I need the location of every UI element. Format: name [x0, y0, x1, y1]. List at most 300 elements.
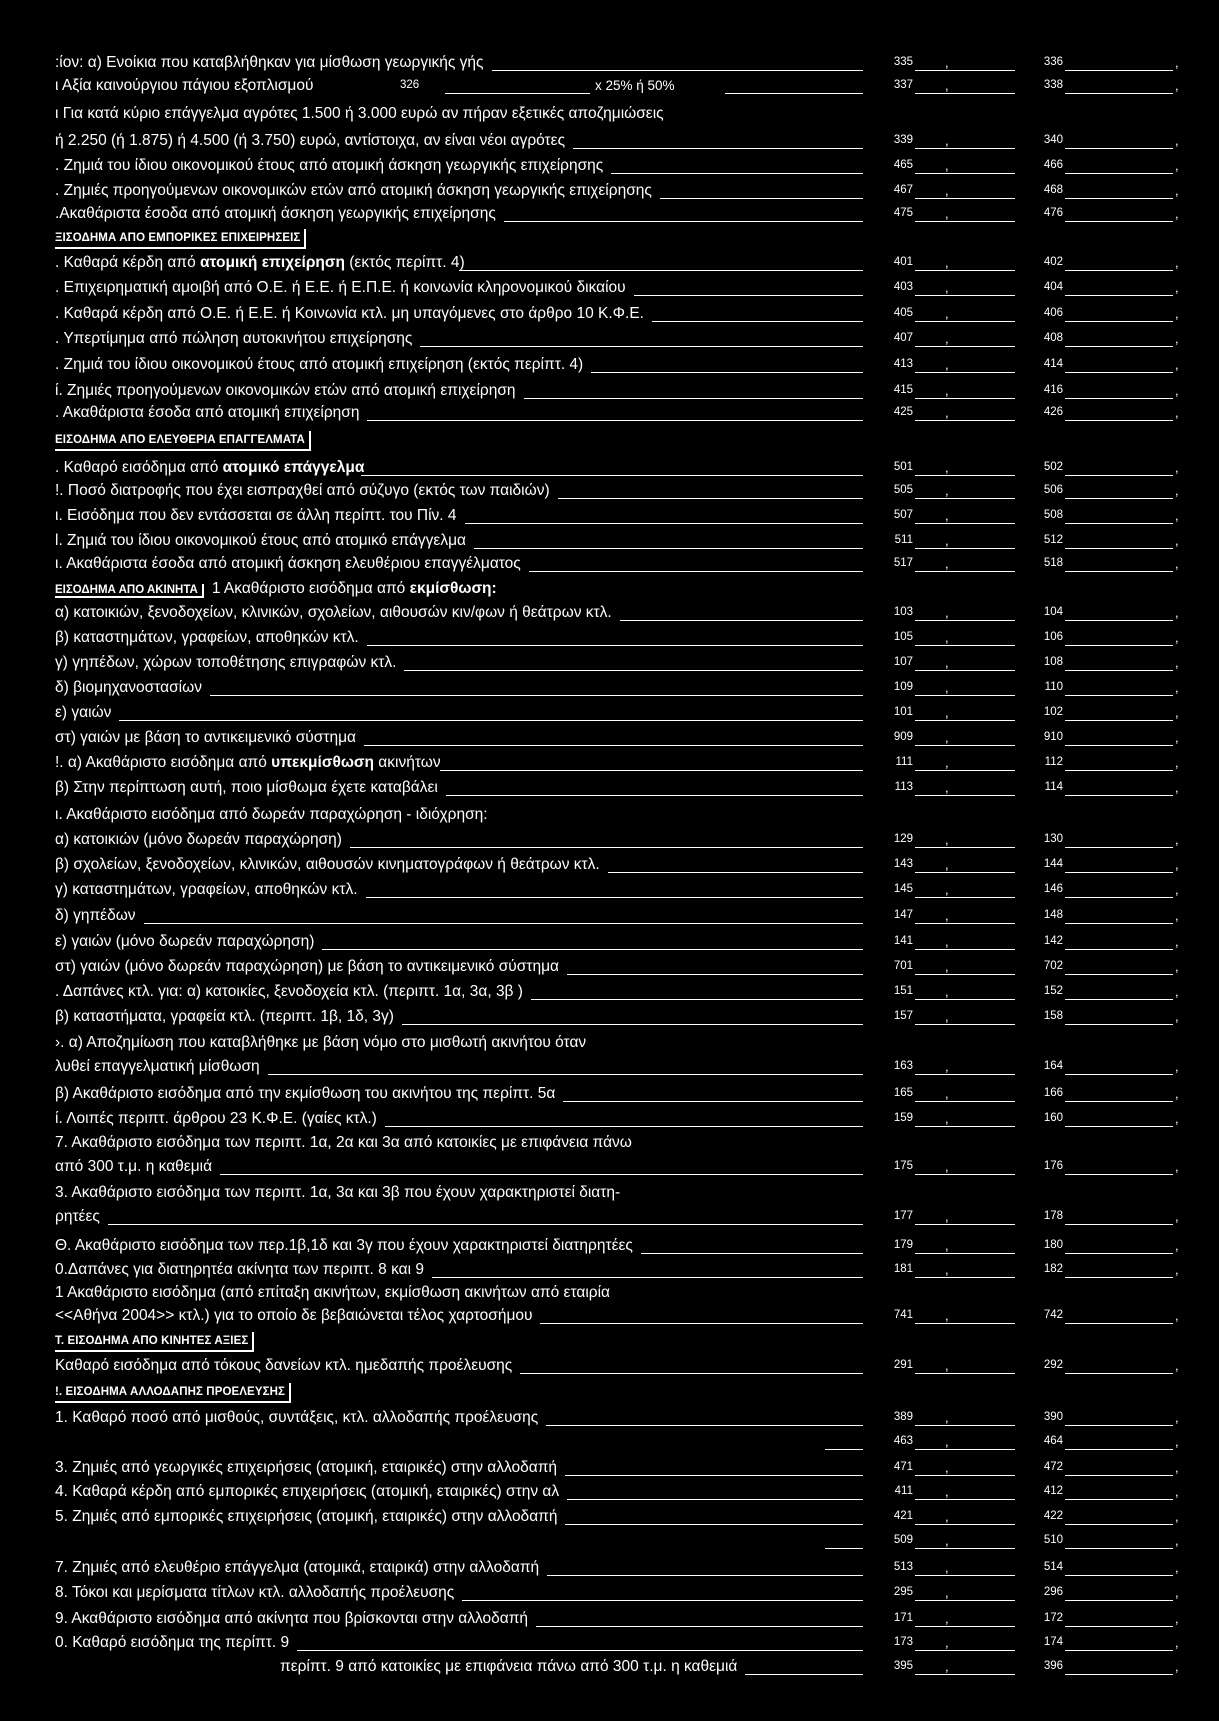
form-row: [55, 457, 1190, 479]
amount-field-1[interactable]: [915, 498, 1015, 499]
field-code-2: 166: [1043, 1087, 1063, 1099]
amount-field-2[interactable]: [1065, 221, 1173, 222]
field-code-2: 338: [1043, 79, 1063, 91]
amount-field-1[interactable]: [915, 321, 1015, 322]
decimal-comma: ,: [1175, 1009, 1179, 1024]
amount-field-1[interactable]: [915, 1600, 1015, 1601]
amount-field-2[interactable]: [1065, 270, 1173, 271]
field-code-1: 425: [893, 406, 913, 418]
decimal-comma: ,: [945, 255, 949, 270]
amount-field-1[interactable]: [915, 1425, 1015, 1426]
decimal-comma: ,: [945, 206, 949, 221]
field-code-2: 506: [1043, 484, 1063, 496]
amount-field-1[interactable]: [915, 346, 1015, 347]
amount-field-2[interactable]: [1065, 1499, 1173, 1500]
akinita-bold: εκμίσθωση:: [409, 580, 497, 597]
form-row: [55, 402, 1190, 424]
field-code-2: 146: [1043, 883, 1063, 895]
field-code-1: 295: [893, 1586, 913, 1598]
field-code-2: 464: [1043, 1435, 1063, 1447]
decimal-comma: ,: [1175, 1410, 1179, 1425]
form-row: [55, 981, 1190, 1003]
amount-field-1[interactable]: [915, 548, 1015, 549]
decimal-comma: ,: [945, 1585, 949, 1600]
row-label: Καθαρό εισόδημα από τόκους δανείων κτλ. ημεδαπής προέλευσης: [55, 1357, 513, 1374]
amount-field-1[interactable]: [915, 1373, 1015, 1374]
form-row: [55, 380, 1190, 402]
form-row: [55, 727, 1190, 749]
amount-field-1[interactable]: [915, 93, 1015, 94]
amount-field-2[interactable]: [1065, 1277, 1173, 1278]
amount-field-1[interactable]: [915, 974, 1015, 975]
decimal-comma: ,: [1175, 959, 1179, 974]
amount-field-1[interactable]: [915, 270, 1015, 271]
form-row: [55, 1156, 1190, 1178]
amount-field-1[interactable]: [915, 897, 1015, 898]
field-code-2: 148: [1043, 909, 1063, 921]
amount-field-2[interactable]: [1065, 670, 1173, 671]
field-code-1: 909: [893, 731, 913, 743]
amount-field-1[interactable]: [915, 1174, 1015, 1175]
field-code-1: 415: [893, 384, 913, 396]
decimal-comma: ,: [945, 1262, 949, 1277]
decimal-comma: ,: [945, 1434, 949, 1449]
amount-field-1[interactable]: [915, 795, 1015, 796]
field-code-1: 405: [893, 307, 913, 319]
amount-field-2[interactable]: [1065, 1626, 1173, 1627]
form-row: [55, 1582, 1190, 1604]
amount-field-2[interactable]: [1065, 999, 1173, 1000]
decimal-comma: ,: [945, 1509, 949, 1524]
amount-field-1[interactable]: [915, 1674, 1015, 1675]
amount-field-2[interactable]: [1065, 70, 1173, 71]
decimal-comma: ,: [945, 1358, 949, 1373]
form-row: [55, 480, 1190, 502]
field-code-2: 158: [1043, 1010, 1063, 1022]
field-code-2: 102: [1043, 706, 1063, 718]
field-code-1: 151: [893, 985, 913, 997]
amount-field-2[interactable]: [1065, 1224, 1173, 1225]
row-label: 7. Ακαθάριστο εισόδημα των περιπτ. 1α, 2α και 3α από κατοικίες με επιφάνεια πάνω: [55, 1134, 632, 1151]
decimal-comma: ,: [945, 1059, 949, 1074]
row-label: <<Αθήνα 2004>> κτλ.) για το οποίο δε βεβαιώνεται τέλος χαρτοσήμου: [55, 1307, 533, 1324]
decimal-comma: ,: [1175, 158, 1179, 173]
row-label: β) Ακαθάριστο εισόδημα από την εκμίσθωση του ακινήτου της περίπτ. 5α: [55, 1085, 556, 1102]
amount-field-2[interactable]: [1065, 695, 1173, 696]
form-row: [55, 1032, 1190, 1054]
field-code-1: 513: [893, 1561, 913, 1573]
row-label: περίπτ. 9 από κατοικίες με επιφάνεια πάνω από 300 τ.μ. η καθεμιά: [280, 1658, 738, 1675]
decimal-comma: ,: [1175, 680, 1179, 695]
field-code-1: 389: [893, 1411, 913, 1423]
field-code-2: 112: [1044, 756, 1063, 768]
row-label: β) καταστήματα, γραφεία κτλ. (περιπτ. 1β, 1δ, 3γ): [55, 1008, 394, 1025]
field-code-2: 502: [1043, 461, 1063, 473]
amount-field-1[interactable]: [915, 695, 1015, 696]
amount-field-2[interactable]: [1065, 1425, 1173, 1426]
amount-field-1[interactable]: [915, 523, 1015, 524]
field-code-2: 178: [1043, 1210, 1063, 1222]
field-code-1: 403: [893, 281, 913, 293]
decimal-comma: ,: [945, 730, 949, 745]
row-label: 4. Καθαρά κέρδη από εμπορικές επιχειρήσεις (ατομική, εταιρικές) στην αλ: [55, 1483, 560, 1500]
amount-field-2[interactable]: [1065, 1101, 1173, 1102]
form-row: [55, 804, 1190, 826]
amount-field-2[interactable]: [1065, 93, 1173, 94]
field-code-2: 404: [1043, 281, 1063, 293]
field-code-1: 107: [893, 656, 913, 668]
field-code-2: 130: [1043, 833, 1063, 845]
amount-field-2[interactable]: [1065, 498, 1173, 499]
amount-field-2[interactable]: [1065, 173, 1173, 174]
field-code-1: 147: [893, 909, 913, 921]
amount-field-2[interactable]: [1065, 475, 1173, 476]
amount-field-1[interactable]: [915, 1323, 1015, 1324]
field-code-2: 412: [1043, 1485, 1063, 1497]
amount-field-1[interactable]: [915, 295, 1015, 296]
amount-field-2[interactable]: [1065, 949, 1173, 950]
form-row: [55, 354, 1190, 376]
form-row: [55, 829, 1190, 851]
form-row: [55, 1305, 1190, 1327]
decimal-comma: ,: [1175, 1611, 1179, 1626]
amount-field-2[interactable]: [1065, 1253, 1173, 1254]
decimal-comma: ,: [945, 755, 949, 770]
amount-field-1[interactable]: [915, 670, 1015, 671]
amount-field-2[interactable]: [1065, 346, 1173, 347]
row-label: λυθεί επαγγελματική μίσθωση: [55, 1058, 260, 1075]
amount-field-2[interactable]: [1065, 1575, 1173, 1576]
row-label: γ) καταστημάτων, γραφείων, αποθηκών κτλ.: [55, 881, 358, 898]
row-label: Θ. Ακαθάριστο εισόδημα των περ.1β,1δ και 3γ που έχουν χαρακτηριστεί διατηρητέες: [55, 1237, 633, 1254]
amount-field-2[interactable]: [1065, 847, 1173, 848]
row-label: 9. Ακαθάριστο εισόδημα από ακίνητα που βρίσκονται στην αλλοδαπή: [55, 1610, 529, 1627]
amount-field-2[interactable]: [1065, 1024, 1173, 1025]
decimal-comma: ,: [945, 1635, 949, 1650]
field-code-1: 141: [893, 935, 913, 947]
field-code-2: 426: [1043, 406, 1063, 418]
row-label: . Καθαρό εισόδημα από ατομικό επάγγελμα: [55, 459, 365, 476]
row-label: α) κατοικιών (μόνο δωρεάν παραχώρηση): [55, 831, 342, 848]
row-label: α) κατοικιών, ξενοδοχείων, κλινικών, σχολείων, αιθουσών κιν/φων ή θεάτρων κτλ.: [55, 604, 612, 621]
amount-field-2[interactable]: [1065, 1126, 1173, 1127]
amount-field-2[interactable]: [1065, 571, 1173, 572]
decimal-comma: ,: [945, 1159, 949, 1174]
field-code-2: 114: [1044, 781, 1063, 793]
field-code-1: 105: [893, 631, 913, 643]
akinita-text: 1 Ακαθάριστο εισόδημα από: [211, 580, 410, 597]
row-label: . Ζημιά του ίδιου οικονομικού έτους από ατομική επιχείρηση (εκτός περίπτ. 4): [55, 356, 584, 373]
amount-field-1[interactable]: [915, 1101, 1015, 1102]
field-code-2: 476: [1043, 207, 1063, 219]
field-code-2: 110: [1044, 681, 1063, 693]
row-label: . Ζημιά του ίδιου οικονομικού έτους από ατομική άσκηση γεωργικής επιχείρησης: [55, 157, 604, 174]
row-label: β) Στην περίπτωση αυτή, ποιο μίσθωμα έχετε καταβάλει: [55, 779, 438, 796]
amount-field-1[interactable]: [915, 1524, 1015, 1525]
form-row: [55, 879, 1190, 901]
decimal-comma: ,: [1175, 280, 1179, 295]
amount-field-1[interactable]: [915, 999, 1015, 1000]
decimal-comma: ,: [1175, 405, 1179, 420]
decimal-comma: ,: [1175, 1434, 1179, 1449]
amount-field-2[interactable]: [1065, 897, 1173, 898]
amount-field-1[interactable]: [915, 1650, 1015, 1651]
field-code-2: 406: [1043, 307, 1063, 319]
form-row: [55, 1632, 1190, 1654]
field-code-2: 416: [1043, 384, 1063, 396]
form-row: [55, 1656, 1190, 1678]
row-label: ›. α) Αποζημίωση που καταβλήθηκε με βάση νόμο στο μισθωτή ακινήτου όταν: [55, 1034, 587, 1051]
field-code-1: 177: [893, 1210, 913, 1222]
amount-field-2[interactable]: [1065, 398, 1173, 399]
field-code-1: 407: [893, 332, 913, 344]
amount-field-2[interactable]: [1065, 872, 1173, 873]
form-row: [55, 1481, 1190, 1503]
amount-field-1[interactable]: [915, 198, 1015, 199]
amount-field-1[interactable]: [915, 70, 1015, 71]
row-label: 3. Ζημιές από γεωργικές επιχειρήσεις (ατομική, εταιρικές) στην αλλοδαπή: [55, 1459, 558, 1476]
row-label: ε) γαιών (μόνο δωρεάν παραχώρηση): [55, 933, 315, 950]
decimal-comma: ,: [945, 934, 949, 949]
decimal-comma: ,: [1175, 357, 1179, 372]
amount-field-2[interactable]: [1065, 1475, 1173, 1476]
amount-field-2[interactable]: [1065, 420, 1173, 421]
amount-field-2[interactable]: [1065, 548, 1173, 549]
form-row: [55, 203, 1190, 225]
field-code-2: 408: [1043, 332, 1063, 344]
form-row: [55, 752, 1190, 774]
field-code-2: 296: [1043, 1586, 1063, 1598]
amount-field-2[interactable]: [1065, 620, 1173, 621]
decimal-comma: ,: [1175, 705, 1179, 720]
amount-field-1[interactable]: [915, 1024, 1015, 1025]
amount-field-2[interactable]: [1065, 1674, 1173, 1675]
amount-field-1[interactable]: [915, 847, 1015, 848]
field-code-2: 104: [1043, 606, 1063, 618]
amount-field-2[interactable]: [1065, 1524, 1173, 1525]
form-row: [55, 1530, 1190, 1552]
form-row: [55, 627, 1190, 649]
decimal-comma: ,: [945, 1209, 949, 1224]
decimal-comma: ,: [945, 357, 949, 372]
field-code-2: 336: [1043, 56, 1063, 68]
field-code-2: 160: [1043, 1112, 1063, 1124]
row-label: 0.Δαπάνες για διατηρητέα ακίνητα των περιπτ. 8 και 9: [55, 1261, 424, 1278]
form-row: [55, 1457, 1190, 1479]
field-code-1: 335: [893, 56, 913, 68]
amount-field-2[interactable]: [1065, 1373, 1173, 1374]
amount-field-1[interactable]: [915, 770, 1015, 771]
form-row: [55, 777, 1190, 799]
section-header: ΞΙΣΟΔΗΜΑ ΑΠΟ ΕΜΠΟΡΙΚΕΣ ΕΠΙΧΕΙΡΗΣΕΙΣ: [55, 229, 306, 249]
row-label: 1 Ακαθάριστο εισόδημα (από επίταξη ακινήτων, εκμίσθωση ακινήτων από εταιρία: [55, 1284, 610, 1301]
field-code-2: 142: [1043, 935, 1063, 947]
amount-field-1[interactable]: [915, 1074, 1015, 1075]
amount-field-2[interactable]: [1065, 770, 1173, 771]
decimal-comma: ,: [945, 1308, 949, 1323]
field-code-2: 292: [1043, 1359, 1063, 1371]
amount-field-1[interactable]: [915, 1499, 1015, 1500]
row-label: στ) γαιών με βάση το αντικειμενικό σύστημα: [55, 729, 356, 746]
amount-field-2[interactable]: [1065, 198, 1173, 199]
field-code-1: 411: [894, 1485, 913, 1497]
decimal-comma: ,: [1175, 1358, 1179, 1373]
field-code-1: 395: [893, 1660, 913, 1672]
field-code-1: 413: [893, 358, 913, 370]
form-row: [55, 180, 1190, 202]
amount-field-1[interactable]: [915, 1475, 1015, 1476]
decimal-comma: ,: [945, 780, 949, 795]
field-code-1: 511: [894, 534, 913, 546]
decimal-comma: ,: [945, 984, 949, 999]
form-row: [55, 553, 1190, 575]
row-label: . Ακαθάριστα έσοδα από ατομική επιχείρηση: [55, 404, 360, 421]
form-row: [55, 652, 1190, 674]
decimal-comma: ,: [945, 1410, 949, 1425]
amount-field-1[interactable]: [915, 645, 1015, 646]
amount-field-1[interactable]: [915, 1449, 1015, 1450]
decimal-comma: ,: [1175, 183, 1179, 198]
amount-field-2[interactable]: [1065, 148, 1173, 149]
amount-field-2[interactable]: [1065, 1548, 1173, 1549]
field-code-2: 172: [1043, 1612, 1063, 1624]
amount-field-1[interactable]: [915, 475, 1015, 476]
amount-field-2[interactable]: [1065, 1600, 1173, 1601]
amount-field-1[interactable]: [915, 720, 1015, 721]
field-code-1: 501: [893, 461, 913, 473]
decimal-comma: ,: [1175, 1238, 1179, 1253]
field-code-2: 514: [1043, 1561, 1063, 1573]
decimal-comma: ,: [1175, 1460, 1179, 1475]
amount-field-2[interactable]: [1065, 720, 1173, 721]
decimal-comma: ,: [1175, 605, 1179, 620]
amount-field-2[interactable]: [1065, 372, 1173, 373]
row-label: !. Ποσό διατροφής που έχει εισπραχθεί από σύζυγο (εκτός των παιδιών): [55, 482, 550, 499]
amount-field-1[interactable]: [915, 1126, 1015, 1127]
decimal-comma: ,: [945, 1659, 949, 1674]
decimal-comma: ,: [945, 556, 949, 571]
amount-field-1[interactable]: [915, 1575, 1015, 1576]
row-label: στ) γαιών (μόνο δωρεάν παραχώρηση) με βάση το αντικειμενικό σύστημα: [55, 958, 559, 975]
row-label: 0. Καθαρό εισόδημα της περίπτ. 9: [55, 1634, 290, 1651]
decimal-comma: ,: [1175, 306, 1179, 321]
amount-field-2[interactable]: [1065, 295, 1173, 296]
field-code-1: 741: [893, 1309, 913, 1321]
decimal-comma: ,: [1175, 1262, 1179, 1277]
field-code-1: 103: [893, 606, 913, 618]
amount-field-1[interactable]: [915, 420, 1015, 421]
decimal-comma: ,: [945, 680, 949, 695]
form-row: [55, 931, 1190, 953]
field-code-1: 163: [893, 1060, 913, 1072]
amount-field-1[interactable]: [915, 745, 1015, 746]
amount-field-2[interactable]: [1065, 745, 1173, 746]
amount-field-1[interactable]: [915, 1253, 1015, 1254]
decimal-comma: ,: [1175, 508, 1179, 523]
field-code-1: 337: [893, 79, 913, 91]
amount-field-1[interactable]: [915, 398, 1015, 399]
field-code-1: 165: [893, 1087, 913, 1099]
amount-field-2[interactable]: [1065, 523, 1173, 524]
amount-field-2[interactable]: [1065, 1449, 1173, 1450]
section-header: ΕΙΣΟΔΗΜΑ ΑΠΟ ΕΛΕΥΘΕΡΙΑ ΕΠΑΓΓΕΛΜΑΤΑ: [55, 431, 311, 451]
field-code-2: 164: [1043, 1060, 1063, 1072]
amount-field-1[interactable]: [915, 1548, 1015, 1549]
decimal-comma: ,: [1175, 1086, 1179, 1101]
amount-field-2[interactable]: [1065, 1323, 1173, 1324]
amount-field-2[interactable]: [1065, 321, 1173, 322]
amount-field-1[interactable]: [915, 221, 1015, 222]
field-code-2: 176: [1043, 1160, 1063, 1172]
row-label: 8. Τόκοι και μερίσματα τίτλων κτλ. αλλοδαπής προέλευσης: [55, 1584, 455, 1601]
decimal-comma: ,: [1175, 331, 1179, 346]
decimal-comma: ,: [1175, 882, 1179, 897]
amount-field-1[interactable]: [915, 1277, 1015, 1278]
amount-field-1[interactable]: [915, 173, 1015, 174]
field-code-2: 182: [1043, 1263, 1063, 1275]
form-row: [55, 1006, 1190, 1028]
amount-field-1[interactable]: [915, 1626, 1015, 1627]
amount-field-1[interactable]: [915, 372, 1015, 373]
field-code-1: 421: [893, 1510, 913, 1522]
decimal-comma: ,: [945, 1086, 949, 1101]
field-code-1: 701: [893, 960, 913, 972]
akinita-header-row: [55, 578, 1190, 600]
field-code-1: 507: [893, 509, 913, 521]
row-label: δ) γηπέδων: [55, 907, 136, 924]
form-row: [55, 702, 1190, 724]
amount-field-2[interactable]: [1065, 974, 1173, 975]
form-row: [55, 103, 1190, 125]
decimal-comma: ,: [945, 832, 949, 847]
decimal-comma: ,: [945, 483, 949, 498]
amount-field-2[interactable]: [1065, 1650, 1173, 1651]
field-code-2: 106: [1043, 631, 1063, 643]
decimal-comma: ,: [945, 158, 949, 173]
row-label: . Καθαρά κέρδη από Ο.Ε. ή Ε.Ε. ή Κοινωνία κτλ. μη υπαγόμενες στο άρθρο 10 Κ.Φ.Ε.: [55, 305, 644, 322]
decimal-comma: ,: [1175, 1059, 1179, 1074]
row-label: . Δαπάνες κτλ. για: α) κατοικίες, ξενοδοχεία κτλ. (περιπτ. 1α, 3α, 3β ): [55, 983, 523, 1000]
field-code: 326: [400, 79, 420, 91]
decimal-comma: ,: [945, 630, 949, 645]
amount-field-1[interactable]: [915, 571, 1015, 572]
decimal-comma: ,: [1175, 1209, 1179, 1224]
amount-field-1[interactable]: [915, 949, 1015, 950]
amount-field-2[interactable]: [1065, 645, 1173, 646]
field-code-1: 143: [893, 858, 913, 870]
field-code-2: 910: [1043, 731, 1063, 743]
amount-field-1[interactable]: [915, 923, 1015, 924]
row-label: ε) γαιών: [55, 704, 112, 721]
field-code-2: 702: [1043, 960, 1063, 972]
amount-field-2[interactable]: [1065, 923, 1173, 924]
amount-field-1[interactable]: [915, 148, 1015, 149]
section-akinita: ΕΙΣΟΔΗΜΑ ΑΠΟ ΑΚΙΝΗΤΑ: [55, 584, 204, 598]
amount-field-1[interactable]: [915, 872, 1015, 873]
row-label: 5. Ζημιές από εμπορικές επιχειρήσεις (ατομική, εταιρικές) στην αλλοδαπή: [55, 1508, 558, 1525]
amount-field-2[interactable]: [1065, 1074, 1173, 1075]
amount-field-2[interactable]: [1065, 1174, 1173, 1175]
amount-field-1[interactable]: [915, 620, 1015, 621]
amount-field-1[interactable]: [915, 1224, 1015, 1225]
decimal-comma: ,: [945, 183, 949, 198]
field-code-2: 152: [1043, 985, 1063, 997]
amount-field-2[interactable]: [1065, 795, 1173, 796]
form-row: [55, 1608, 1190, 1630]
decimal-comma: ,: [945, 133, 949, 148]
form-row: [55, 602, 1190, 624]
section-header: Τ. ΕΙΣΟΔΗΜΑ ΑΠΟ ΚΙΝΗΤΕΣ ΑΞΙΕΣ: [55, 1332, 254, 1352]
